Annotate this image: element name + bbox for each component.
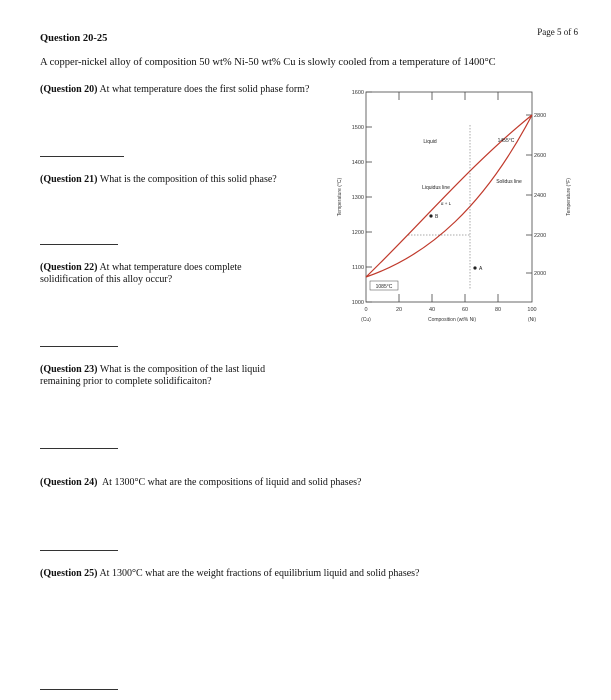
question-23-text: What is the composition of the last liquid remaining prior to complete solidificaiton? bbox=[40, 364, 266, 387]
y-left-tick-1000: 1000 bbox=[351, 300, 364, 306]
y-left-tick-1300: 1300 bbox=[351, 195, 364, 201]
point-a-label: A bbox=[479, 266, 483, 272]
y-left-tick-1600: 1600 bbox=[351, 90, 364, 96]
question-group-title: Question 20-25 bbox=[40, 33, 108, 44]
y-left-tick-1100: 1100 bbox=[352, 265, 364, 271]
x-tick-60: 60 bbox=[461, 307, 469, 313]
question-24-text: At 1300°C what are the compositions of liquid and solid phases? bbox=[101, 477, 362, 488]
x-tick-0: 0 bbox=[364, 307, 368, 313]
y-left-tick-1200: 1200 bbox=[351, 230, 364, 236]
plot-frame bbox=[366, 92, 532, 302]
y-right-tick-2200: 2200 bbox=[534, 233, 547, 239]
answer-24-blank[interactable] bbox=[40, 550, 118, 551]
question-21 bbox=[40, 174, 340, 186]
question-22 bbox=[40, 262, 290, 286]
question-24 bbox=[40, 477, 460, 489]
two-phase-region-label: α + L bbox=[440, 201, 452, 206]
cu-melting-point-label: 1085°C bbox=[375, 284, 393, 290]
point-b-marker bbox=[429, 214, 432, 217]
y-right-tick-2600: 2600 bbox=[534, 153, 547, 159]
question-23 bbox=[40, 364, 300, 388]
point-b-label: B bbox=[435, 214, 439, 220]
answer-23-blank[interactable] bbox=[40, 448, 118, 449]
liquid-region-label: Liquid bbox=[423, 139, 437, 145]
x-tick-100: 100 bbox=[527, 307, 537, 313]
page-number: Page 5 of 6 bbox=[537, 27, 578, 37]
x-tick-20: 20 bbox=[395, 307, 403, 313]
y-right-axis-label: Temperature (°F) bbox=[566, 178, 572, 216]
question-21-text: What is the composition of this solid phase? bbox=[99, 174, 277, 185]
y-left-tick-1500: 1500 bbox=[351, 125, 364, 131]
question-24-label: (Question 24) bbox=[40, 477, 98, 488]
x-axis-label: Composition (wt% Ni) bbox=[427, 317, 477, 323]
question-20 bbox=[40, 84, 315, 96]
question-20-label: (Question 20) bbox=[40, 84, 98, 95]
ni-melting-point-label: 1455°C bbox=[497, 138, 515, 144]
answer-21-blank[interactable] bbox=[40, 244, 118, 245]
y-right-tick-2800: 2800 bbox=[534, 113, 547, 119]
solidus-line-label: Solidus line bbox=[496, 179, 522, 185]
question-25 bbox=[40, 568, 500, 580]
answer-20-blank[interactable] bbox=[40, 156, 124, 157]
question-21-label: (Question 21) bbox=[40, 174, 98, 185]
y-left-axis-label: Temperature (°C) bbox=[337, 177, 343, 217]
y-left-tick-1400: 1400 bbox=[351, 160, 364, 166]
question-22-text: At what temperature does complete solidification of this alloy occur? bbox=[40, 262, 242, 285]
answer-22-blank[interactable] bbox=[40, 346, 118, 347]
question-25-text: At 1300°C what are the weight fractions of equilibrium liquid and solid phases? bbox=[99, 568, 420, 579]
x-right-end-label: (Ni) bbox=[527, 317, 537, 323]
question-25-label: (Question 25) bbox=[40, 568, 98, 579]
question-23-label: (Question 23) bbox=[40, 364, 98, 375]
answer-25-blank[interactable] bbox=[40, 689, 118, 690]
problem-statement: A copper-nickel alloy of composition 50 wt% Ni-50 wt% Cu is slowly cooled from a temperature of 1400°C bbox=[40, 57, 496, 68]
question-20-text: At what temperature does the first solid phase form? bbox=[99, 84, 310, 95]
cu-ni-phase-diagram bbox=[300, 85, 600, 335]
y-right-tick-2000: 2000 bbox=[534, 271, 547, 277]
liquidus-line-label: Liquidus line bbox=[422, 185, 450, 191]
x-tick-80: 80 bbox=[494, 307, 502, 313]
x-tick-40: 40 bbox=[428, 307, 436, 313]
point-a-marker bbox=[473, 266, 476, 269]
y-right-tick-2400: 2400 bbox=[534, 193, 547, 199]
question-22-label: (Question 22) bbox=[40, 262, 98, 273]
x-left-end-label: (Cu) bbox=[361, 317, 371, 323]
